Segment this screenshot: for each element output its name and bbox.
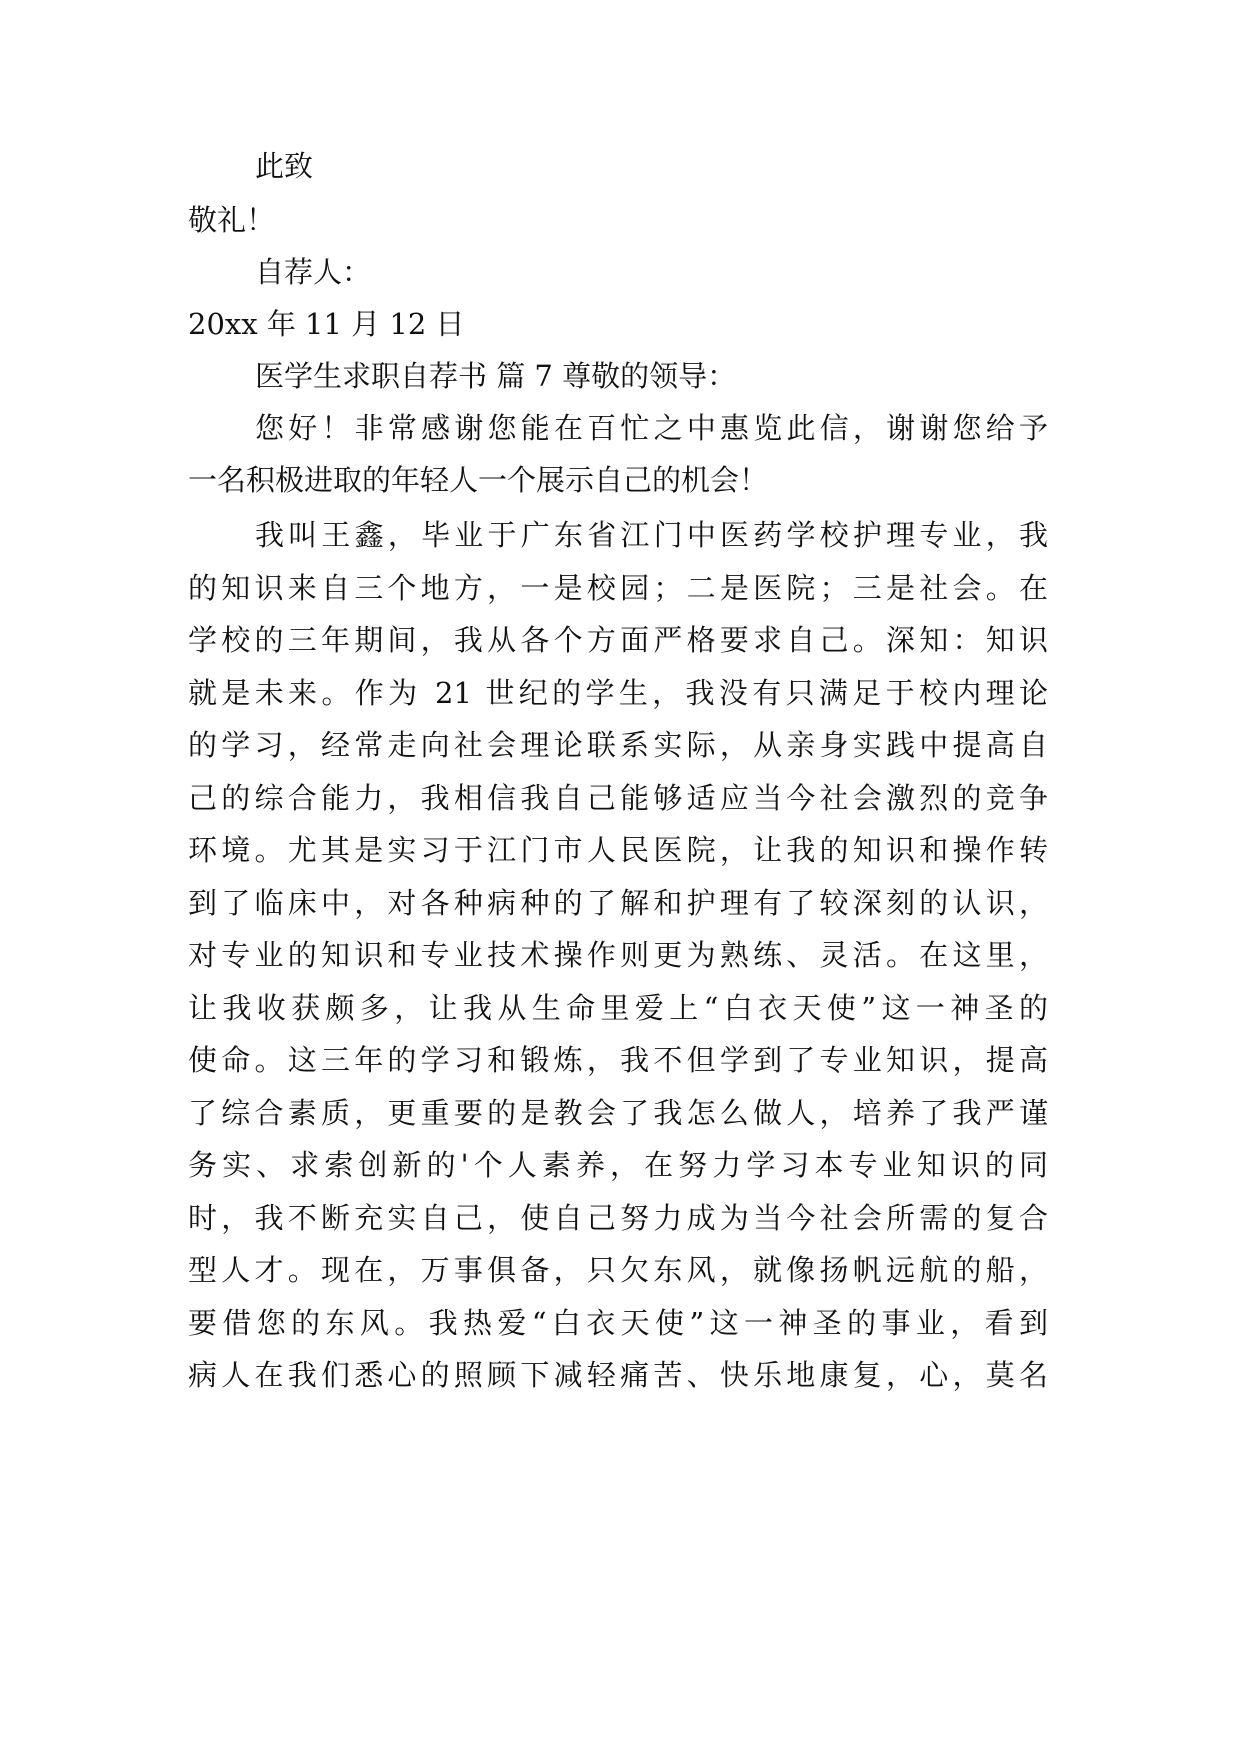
body-line: 就是未来。作为 21 世纪的学生，我没有只满足于校内理论 [188, 676, 1048, 710]
section-heading: 医学生求职自荐书 篇 7 尊敬的领导： [255, 359, 737, 393]
greeting-line-1: 您好！非常感谢您能在百忙之中惠览此信，谢谢您给予 [255, 411, 1048, 445]
body-line: 型人才。现在，万事俱备，只欠东风，就像扬帆远航的船， [188, 1253, 1048, 1287]
date-line: 20xx 年 11 月 12 日 [188, 307, 465, 341]
body-line: 己的综合能力，我相信我自己能够适应当今社会激烈的竞争 [188, 781, 1048, 815]
body-line: 时，我不断充实自己，使自己努力成为当今社会所需的复合 [188, 1201, 1048, 1235]
body-line: 要借您的东风。我热爱“白衣天使”这一神圣的事业，看到 [188, 1306, 1048, 1340]
body-line: 的学习，经常走向社会理论联系实际，从亲身实践中提高自 [188, 728, 1048, 762]
body-line: 病人在我们悉心的照顾下减轻痛苦、快乐地康复，心，莫名 [188, 1358, 1048, 1392]
body-line: 我叫王鑫，毕业于广东省江门中医药学校护理专业，我 [255, 518, 1048, 552]
body-line: 使命。这三年的学习和锻炼，我不但学到了专业知识，提高 [188, 1043, 1048, 1077]
greeting-line-2: 一名积极进取的年轻人一个展示自己的机会！ [188, 463, 769, 497]
signer-line: 自荐人： [255, 255, 372, 289]
closing-line-2: 敬礼！ [188, 203, 276, 237]
body-line: 让我收获颇多，让我从生命里爱上“白衣天使”这一神圣的 [188, 991, 1048, 1025]
body-line: 学校的三年期间，我从各个方面严格要求自己。深知：知识 [188, 623, 1048, 657]
body-line: 到了临床中，对各种病种的了解和护理有了较深刻的认识， [188, 886, 1048, 920]
body-line: 务实、求索创新的'个人素养，在努力学习本专业知识的同 [188, 1148, 1048, 1182]
body-line: 对专业的知识和专业技术操作则更为熟练、灵活。在这里， [188, 938, 1048, 972]
body-line: 环境。尤其是实习于江门市人民医院，让我的知识和操作转 [188, 833, 1048, 867]
body-line: 的知识来自三个地方，一是校园；二是医院；三是社会。在 [188, 571, 1048, 605]
body-line: 了综合素质，更重要的是教会了我怎么做人，培养了我严谨 [188, 1096, 1048, 1130]
closing-line-1: 此致 [255, 149, 314, 183]
